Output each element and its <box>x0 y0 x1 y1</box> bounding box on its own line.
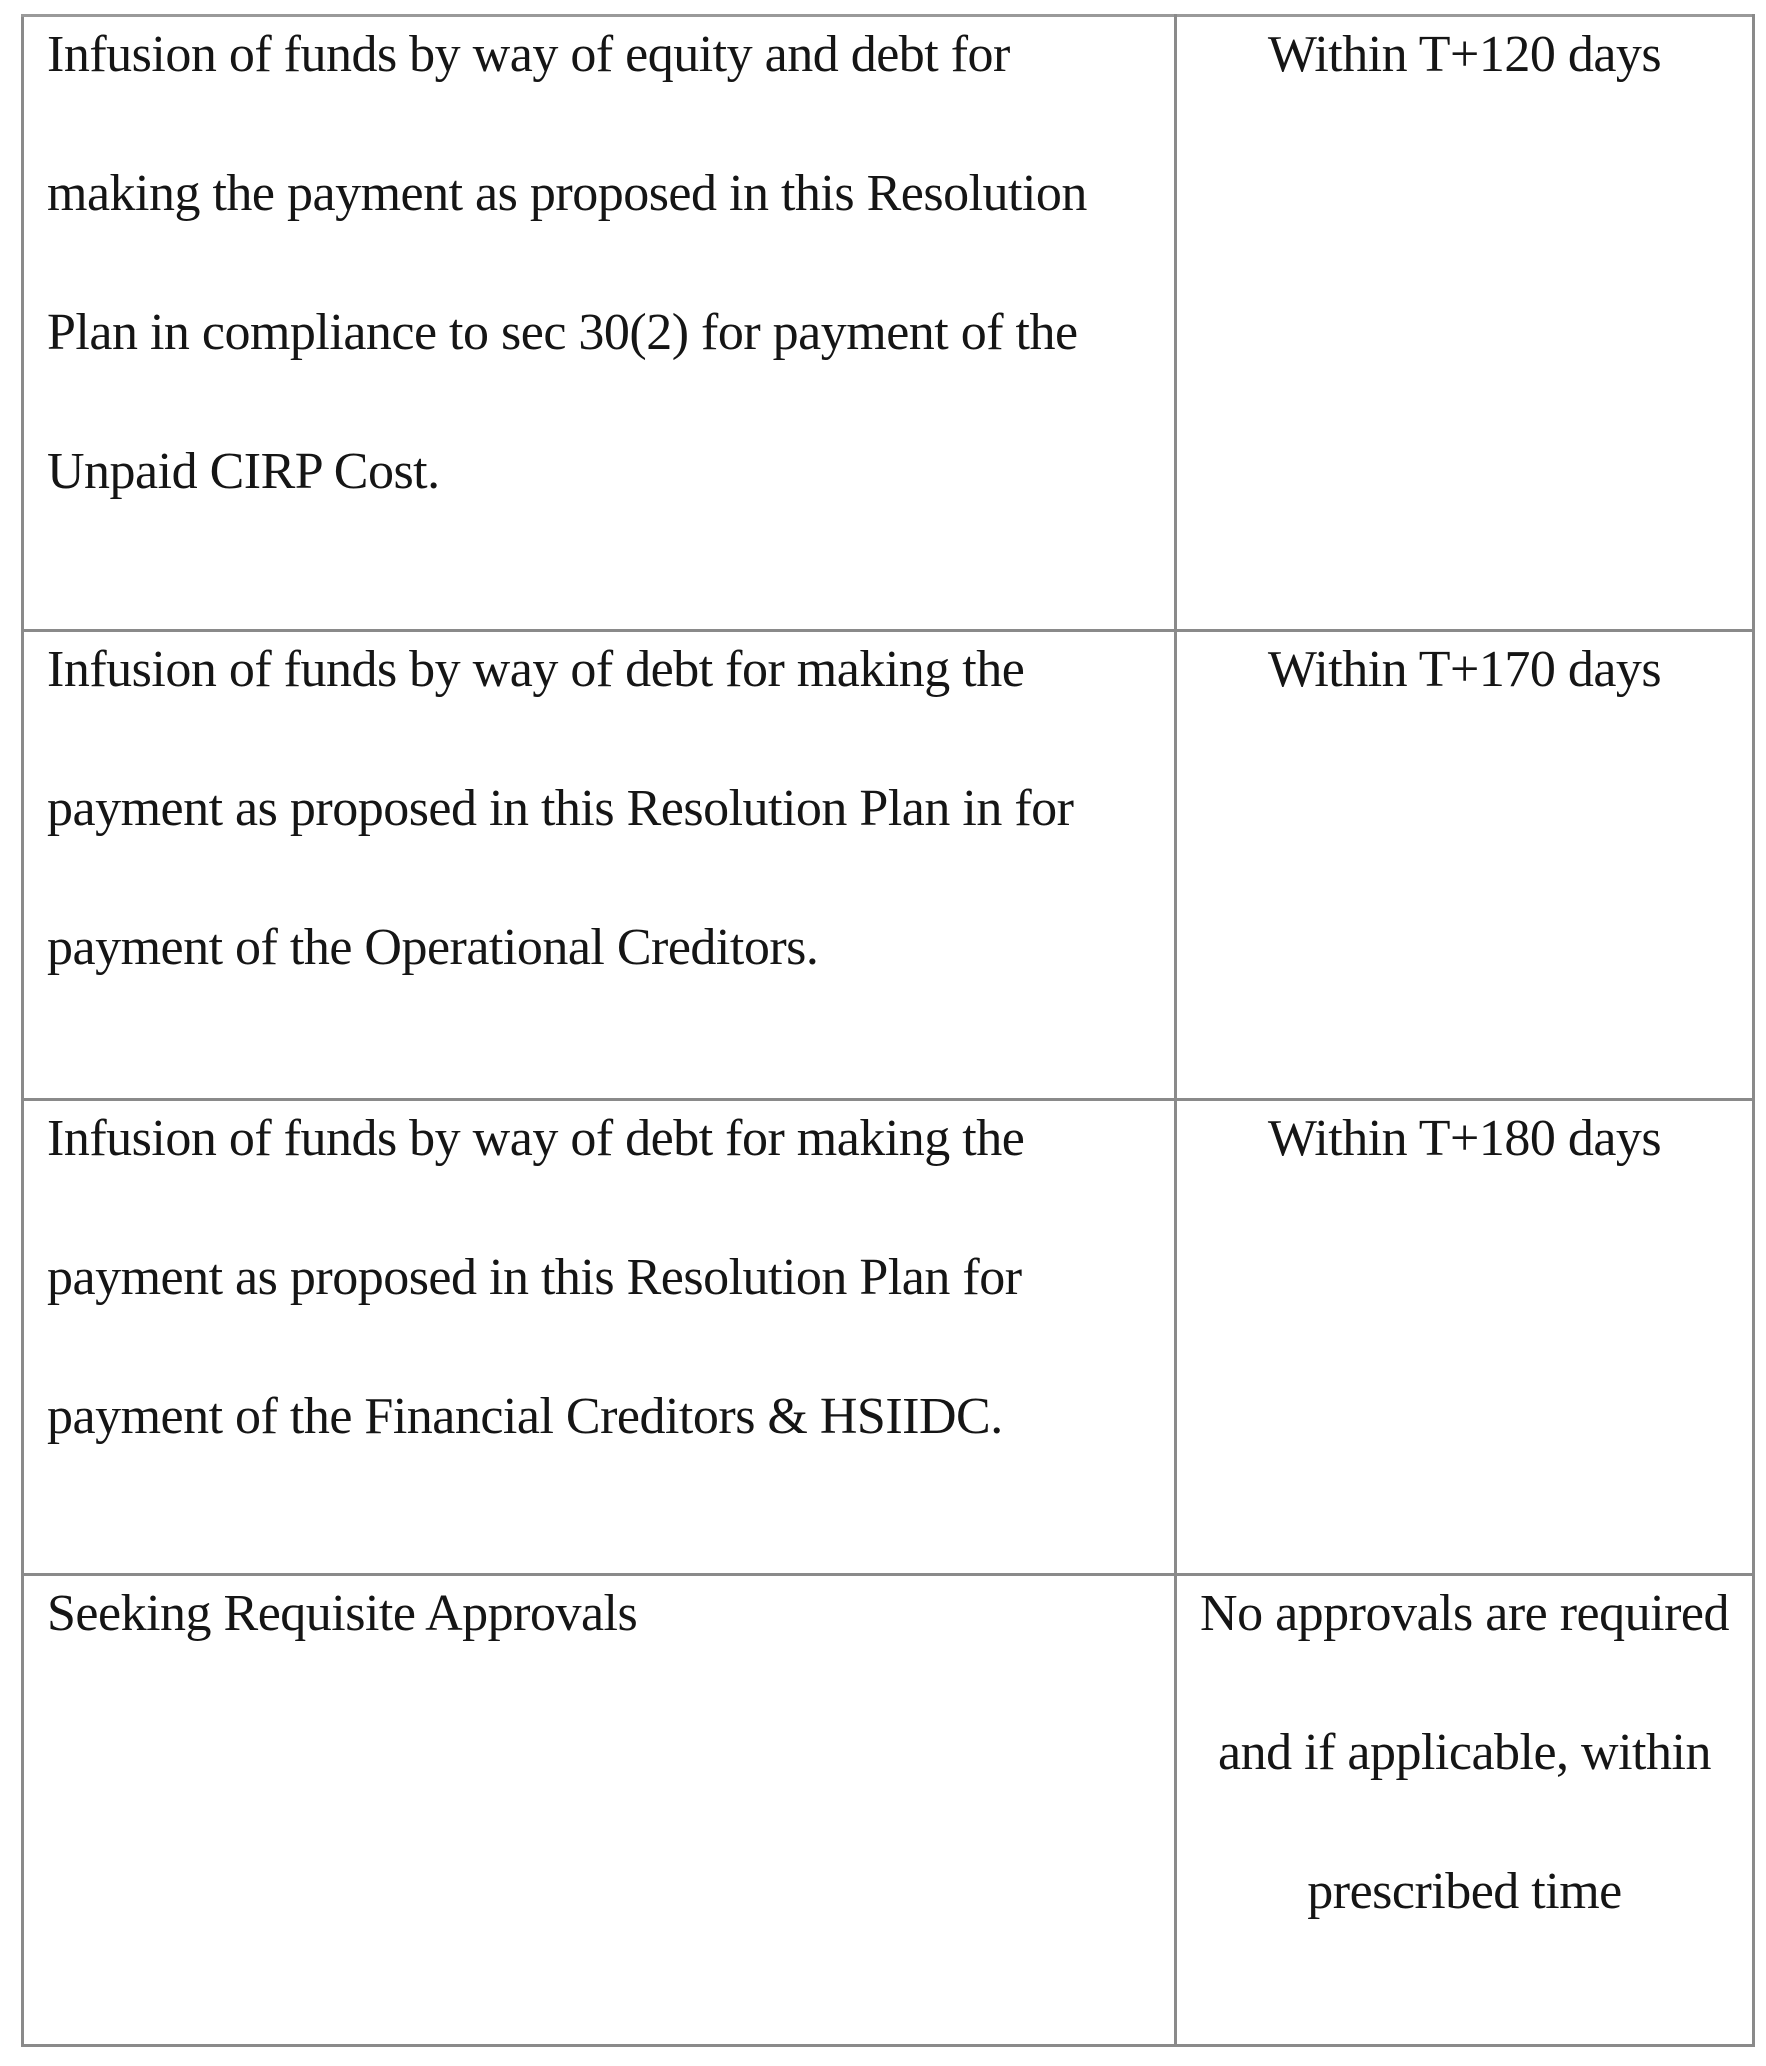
activity-cell <box>23 631 1176 1100</box>
timeline-cell <box>1176 1100 1754 1575</box>
activity-text: Infusion of funds by way of debt for making the payment as proposed in this Resolution Plan in for payment of the Operational Creditors. <box>47 641 1074 976</box>
table-row <box>23 1100 1754 1575</box>
activity-text: Infusion of funds by way of equity and debt for making the payment as proposed in this Resolution Plan in compliance to sec 30(2) for payment of the Unpaid CIRP Cost. <box>47 26 1087 500</box>
activity-text: Seeking Requisite Approvals <box>47 1585 638 1642</box>
table-row <box>23 1575 1754 2046</box>
activity-cell <box>23 16 1176 631</box>
timeline-text: Within T+170 days <box>1267 641 1662 698</box>
timeline-cell <box>1176 1575 1754 2046</box>
timeline-text: Within T+120 days <box>1267 26 1662 83</box>
timeline-cell <box>1176 16 1754 631</box>
implementation-schedule-table <box>21 14 1755 2047</box>
activity-cell <box>23 1575 1176 2046</box>
activity-cell <box>23 1100 1176 1575</box>
table-row <box>23 16 1754 631</box>
table-row <box>23 631 1754 1100</box>
timeline-text: Within T+180 days <box>1267 1110 1662 1167</box>
timeline-cell <box>1176 631 1754 1100</box>
timeline-text: No approvals are required and if applicable, within prescribed time <box>1200 1585 1729 1920</box>
activity-text: Infusion of funds by way of debt for making the payment as proposed in this Resolution Plan for payment of the Financial Creditors & HSIIDC. <box>47 1110 1025 1445</box>
